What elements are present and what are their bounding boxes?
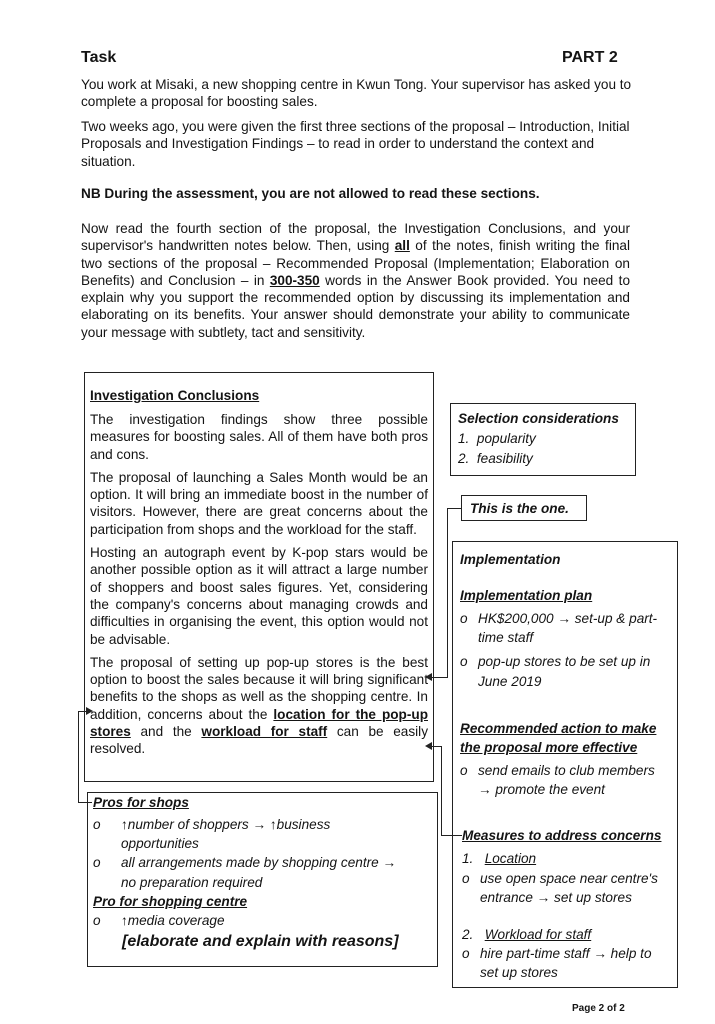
connector-line xyxy=(441,835,462,836)
connector-line xyxy=(447,508,461,509)
connector-line xyxy=(78,711,79,803)
pros-for-shops-title: Pros for shops xyxy=(93,795,189,810)
conclusions-paragraph-4: The proposal of setting up pop-up stores is the best option to boost the sales because it will bring significant benefits to the shops as well as the shopping centre. In addition, concerns about the location for the pop-up stores and the workload for staff can be easily resolved. xyxy=(90,654,429,757)
list-item: o send emails to club members → promote the event xyxy=(460,763,655,798)
concern-workload-heading: 2. Workload for staff xyxy=(462,927,592,942)
concern-workload-item: o hire part-time staff → help to set up stores xyxy=(462,946,652,981)
recommended-action-list xyxy=(460,761,672,799)
selection-item-2: 2. feasibility xyxy=(458,451,533,466)
list-item: o ↑media coverage xyxy=(93,913,225,928)
connector-line xyxy=(431,746,442,747)
connector-line xyxy=(447,508,448,677)
connector-line xyxy=(431,677,448,678)
intro-paragraph-1: You work at Misaki, a new shopping centre in Kwun Tong. Your supervisor has asked you to complete a proposal for boosting sales. xyxy=(81,77,632,110)
recommended-action-title: Recommended action to make the proposal more effective xyxy=(460,721,657,756)
conclusions-title: Investigation Conclusions xyxy=(90,388,260,403)
pro-for-centre-list xyxy=(93,911,403,930)
list-item: o all arrangements made by shopping centre → no preparation required xyxy=(93,855,397,890)
elaborate-note: [elaborate and explain with reasons] xyxy=(122,933,399,950)
implementation-plan-list xyxy=(460,609,672,691)
arrow-icon xyxy=(425,742,432,750)
concern-location-heading: 1. Location xyxy=(462,851,537,866)
instructions-paragraph: Now read the fourth section of the proposal, the Investigation Conclusions, and your supervisor's handwritten notes below. Then, using all of the notes, finish writing the final two sections of the proposal – Recommended Proposal (Implementation; Elaboration on Benefits) and Conclusion – in 300-350 words in the Answer Book provided. You need to explain why you support the recommended option by discussing its implementation and elaborating on its benefits. Your answer should demonstrate your ability to communicate your message with subtlety, tact and sensitivity. xyxy=(81,221,630,340)
conclusions-paragraph-2: The proposal of launching a Sales Month would be an option. It will bring an immediate boost in the number of visitors. However, there are great concerns about the participation from shops and the workload for the staff. xyxy=(90,469,428,537)
selection-item-1: 1. popularity xyxy=(458,431,536,446)
list-item: o pop-up stores to be set up in June 2019 xyxy=(460,654,651,689)
list-item: o ↑number of shoppers → ↑business opportunities xyxy=(93,817,331,852)
concern-location-item: o use open space near centre's entrance → set up stores xyxy=(462,871,658,906)
part-heading: PART 2 xyxy=(562,49,618,66)
list-item: o HK$200,000 → set-up & part-time staff xyxy=(460,611,658,646)
connector-line xyxy=(441,746,442,836)
page-number: Page 2 of 2 xyxy=(572,1003,625,1014)
task-heading: Task xyxy=(81,49,117,66)
intro-paragraph-2: Two weeks ago, you were given the first three sections of the proposal – Introduction, Initial Proposals and Investigation Findings – to read in order to understand the context and situation. xyxy=(81,119,630,169)
nb-note: NB During the assessment, you are not allowed to read these sections. xyxy=(81,186,540,201)
conclusions-body xyxy=(90,411,428,764)
measures-title: Measures to address concerns xyxy=(462,828,662,843)
conclusions-paragraph-3: Hosting an autograph event by K-pop stars would be another possible option as it will attract a large number of shoppers and boost sales figures. Yet, considering the company's concerns about managing crowds and difficulties in organising the event, this option would not be advisable. xyxy=(90,545,428,647)
connector-line xyxy=(78,802,92,803)
pros-for-shops-list xyxy=(93,815,403,892)
this-is-the-one-note: This is the one. xyxy=(470,501,569,516)
pro-for-centre-title: Pro for shopping centre xyxy=(93,894,248,909)
arrow-icon xyxy=(86,707,93,715)
conclusions-paragraph-1: The investigation findings show three possible measures for boosting sales. All of them have both pros and cons. xyxy=(90,412,428,462)
implementation-title: Implementation xyxy=(460,552,561,567)
selection-title: Selection considerations xyxy=(458,411,619,426)
implementation-plan-title: Implementation plan xyxy=(460,588,593,603)
arrow-icon xyxy=(425,673,432,681)
